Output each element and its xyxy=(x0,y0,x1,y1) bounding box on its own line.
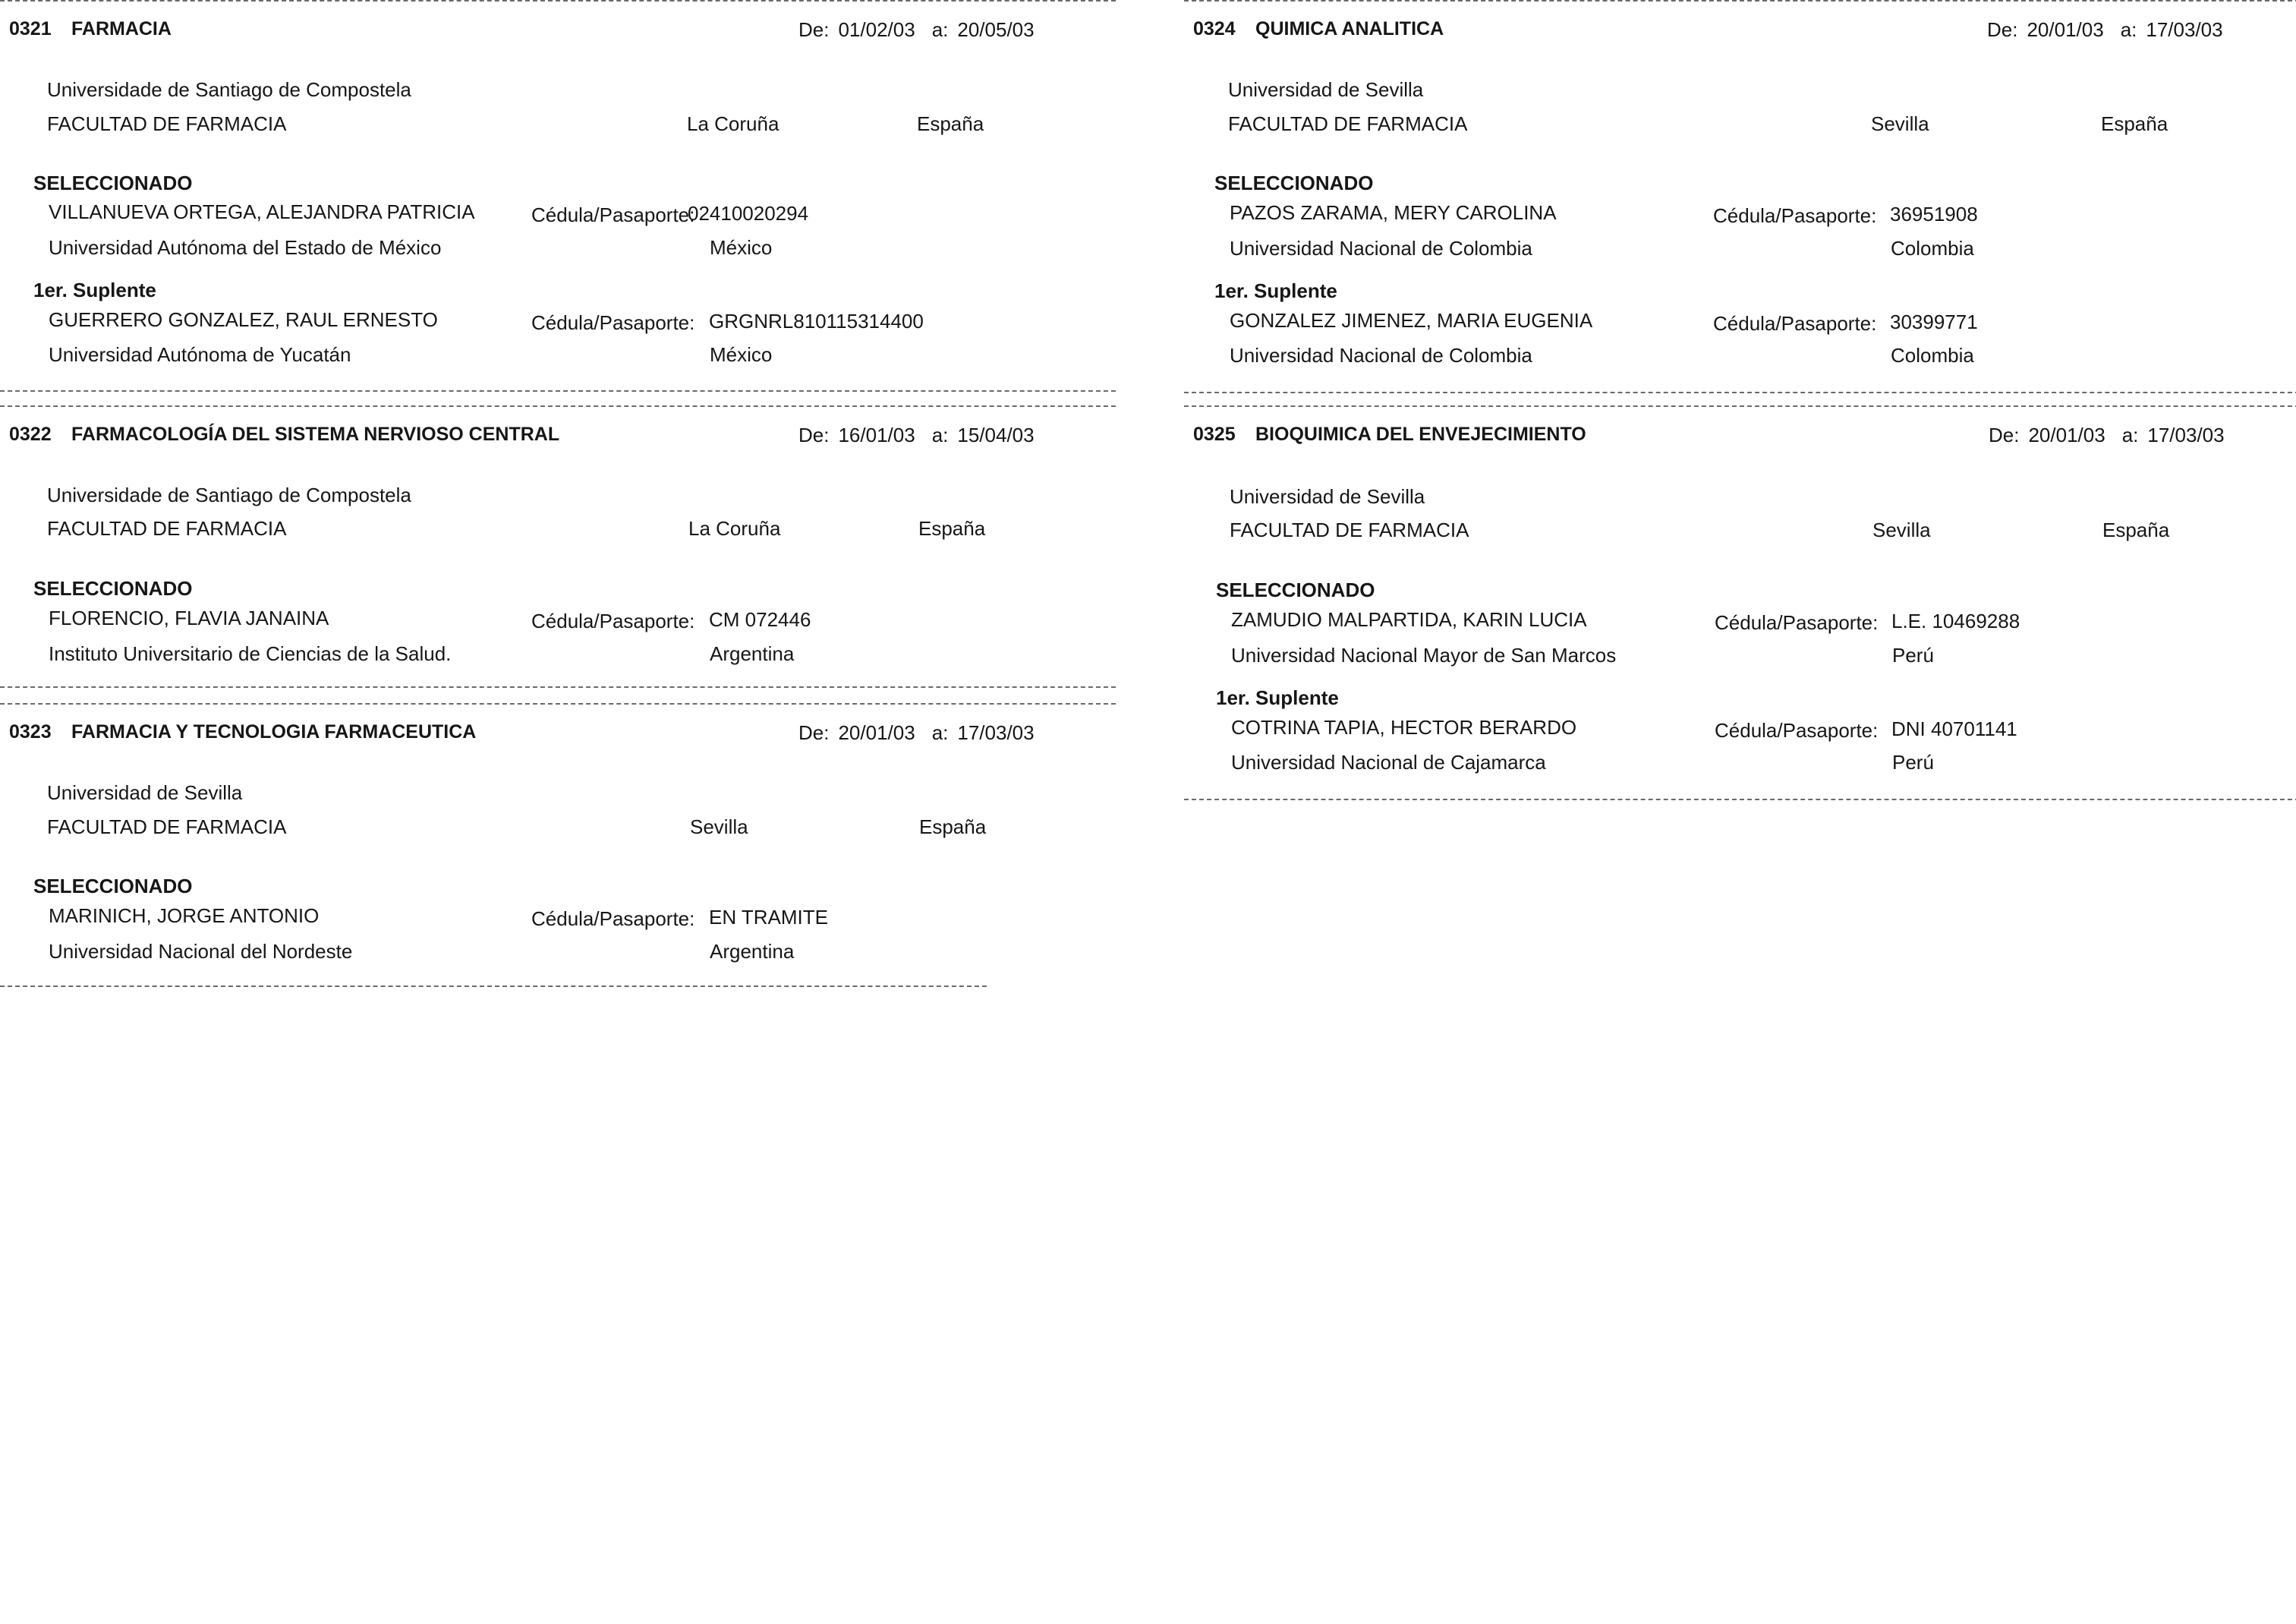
course-code: 0323 xyxy=(9,721,52,743)
course-block-0324 xyxy=(1184,0,2296,395)
separator-rule xyxy=(0,985,987,987)
course-code: 0321 xyxy=(9,18,52,39)
course-dates xyxy=(798,18,1035,42)
course-dates xyxy=(798,424,1035,447)
host-city: La Coruña xyxy=(688,517,781,540)
host-country: España xyxy=(918,517,986,540)
to-label: a: xyxy=(931,721,949,744)
course-title: FARMACIA xyxy=(71,18,172,39)
course-title: FARMACOLOGÍA DEL SISTEMA NERVIOSO CENTRAL xyxy=(71,424,560,445)
course-block-0323 xyxy=(0,703,1123,992)
selected-heading: SELECCIONADO xyxy=(33,875,193,897)
passport-label: Cédula/Pasaporte: xyxy=(1715,611,1879,634)
separator-rule xyxy=(1184,0,2296,2)
from-label: De: xyxy=(1987,18,2018,41)
course-dates xyxy=(798,721,1035,745)
substitute-institution: Universidad Nacional de Colombia xyxy=(1230,344,1532,367)
selected-name: PAZOS ZARAMA, MERY CAROLINA xyxy=(1230,201,1557,224)
substitute-name: GONZALEZ JIMENEZ, MARIA EUGENIA xyxy=(1230,309,1593,332)
selected-name: VILLANUEVA ORTEGA, ALEJANDRA PATRICIA xyxy=(49,200,475,223)
substitute-heading: 1er. Suplente xyxy=(1216,686,1339,709)
from-label: De: xyxy=(798,424,830,446)
separator-rule xyxy=(0,686,1116,688)
to-label: a: xyxy=(2120,18,2137,41)
course-dates xyxy=(1989,424,2225,447)
from-date: 20/01/03 xyxy=(2028,424,2105,446)
separator-rule xyxy=(1184,799,2296,800)
selected-country: Argentina xyxy=(710,642,795,665)
substitute-country: México xyxy=(710,343,773,366)
course-dates xyxy=(1987,18,2223,42)
selected-institution: Universidad Nacional de Colombia xyxy=(1230,237,1532,260)
course-code: 0324 xyxy=(1193,18,1236,39)
selected-country: Perú xyxy=(1892,644,1934,667)
from-date: 16/01/03 xyxy=(838,424,915,446)
course-code: 0322 xyxy=(9,424,52,445)
passport-label: Cédula/Pasaporte: xyxy=(1713,204,1877,227)
host-country: España xyxy=(919,815,987,838)
selected-id: CM 072446 xyxy=(709,608,811,631)
course-block-0322 xyxy=(0,405,1123,694)
selected-heading: SELECCIONADO xyxy=(33,172,193,194)
host-faculty: FACULTAD DE FARMACIA xyxy=(1228,112,1468,135)
selected-country: Argentina xyxy=(710,940,795,963)
to-date: 17/03/03 xyxy=(957,721,1035,744)
separator-rule xyxy=(1184,405,2296,407)
host-faculty: FACULTAD DE FARMACIA xyxy=(47,517,287,540)
substitute-id: 30399771 xyxy=(1890,311,1978,333)
selected-institution: Instituto Universitario de Ciencias de la Salud. xyxy=(49,642,452,665)
course-title: QUIMICA ANALITICA xyxy=(1255,18,1444,39)
passport-label: Cédula/Pasaporte: xyxy=(531,907,695,930)
selected-id: EN TRAMITE xyxy=(709,906,828,929)
selected-institution: Universidad Nacional del Nordeste xyxy=(49,940,353,963)
selected-country: Colombia xyxy=(1891,237,1974,260)
course-code: 0325 xyxy=(1193,424,1236,445)
selected-heading: SELECCIONADO xyxy=(1214,172,1374,194)
host-country: España xyxy=(2102,519,2170,541)
substitute-name: COTRINA TAPIA, HECTOR BERARDO xyxy=(1231,716,1577,739)
to-label: a: xyxy=(2121,424,2139,446)
to-date: 17/03/03 xyxy=(2147,424,2225,446)
selected-name: FLORENCIO, FLAVIA JANAINA xyxy=(49,607,329,629)
selected-country: México xyxy=(710,236,773,259)
selected-institution: Universidad Nacional Mayor de San Marcos xyxy=(1231,644,1617,667)
substitute-country: Colombia xyxy=(1891,344,1974,367)
to-date: 15/04/03 xyxy=(957,424,1035,446)
separator-rule xyxy=(0,405,1116,407)
substitute-institution: Universidad Autónoma de Yucatán xyxy=(49,343,351,366)
from-label: De: xyxy=(798,18,830,41)
substitute-heading: 1er. Suplente xyxy=(1214,279,1337,302)
host-faculty: FACULTAD DE FARMACIA xyxy=(47,112,287,135)
host-university: Universidad de Sevilla xyxy=(1228,78,1424,101)
host-city: Sevilla xyxy=(1872,519,1931,541)
course-block-0325 xyxy=(1184,405,2296,800)
to-label: a: xyxy=(931,424,949,446)
selected-heading: SELECCIONADO xyxy=(33,577,193,600)
host-city: Sevilla xyxy=(690,815,748,838)
substitute-heading: 1er. Suplente xyxy=(33,279,156,301)
selected-id: L.E. 10469288 xyxy=(1891,610,2020,632)
from-label: De: xyxy=(1989,424,2020,446)
passport-label: Cédula/Pasaporte: xyxy=(531,203,695,226)
course-block-0321 xyxy=(0,0,1123,395)
passport-label: Cédula/Pasaporte: xyxy=(531,610,695,632)
course-title: BIOQUIMICA DEL ENVEJECIMIENTO xyxy=(1255,424,1586,445)
substitute-id: DNI 40701141 xyxy=(1891,717,2017,740)
to-date: 17/03/03 xyxy=(2146,18,2223,41)
host-city: Sevilla xyxy=(1871,112,1929,135)
host-university: Universidad de Sevilla xyxy=(1230,485,1425,508)
selected-name: MARINICH, JORGE ANTONIO xyxy=(49,904,320,927)
selected-institution: Universidad Autónoma del Estado de México xyxy=(49,236,442,259)
substitute-id: GRGNRL810115314400 xyxy=(709,310,924,333)
host-country: España xyxy=(2101,112,2168,135)
host-faculty: FACULTAD DE FARMACIA xyxy=(47,815,287,838)
passport-label: Cédula/Pasaporte: xyxy=(531,311,695,334)
host-city: La Coruña xyxy=(687,112,780,135)
separator-rule xyxy=(0,390,1116,392)
selected-id: 02410020294 xyxy=(688,202,809,225)
selected-id: 36951908 xyxy=(1890,203,1978,225)
host-university: Universidade de Santiago de Compostela xyxy=(47,78,411,101)
passport-label: Cédula/Pasaporte: xyxy=(1713,312,1877,335)
host-university: Universidad de Sevilla xyxy=(47,781,243,804)
from-label: De: xyxy=(798,721,830,744)
course-title: FARMACIA Y TECNOLOGIA FARMACEUTICA xyxy=(71,721,477,743)
to-date: 20/05/03 xyxy=(957,18,1035,41)
separator-rule xyxy=(0,0,1116,2)
separator-rule xyxy=(1184,392,2296,393)
separator-rule xyxy=(0,703,1116,705)
substitute-name: GUERRERO GONZALEZ, RAUL ERNESTO xyxy=(49,308,438,331)
substitute-country: Perú xyxy=(1892,751,1934,774)
substitute-institution: Universidad Nacional de Cajamarca xyxy=(1231,751,1546,774)
host-faculty: FACULTAD DE FARMACIA xyxy=(1230,519,1469,541)
host-country: España xyxy=(917,112,984,135)
from-date: 01/02/03 xyxy=(838,18,915,41)
selected-name: ZAMUDIO MALPARTIDA, KARIN LUCIA xyxy=(1231,608,1587,631)
from-date: 20/01/03 xyxy=(2027,18,2104,41)
from-date: 20/01/03 xyxy=(838,721,915,744)
to-label: a: xyxy=(931,18,949,41)
selected-heading: SELECCIONADO xyxy=(1216,579,1375,601)
host-university: Universidade de Santiago de Compostela xyxy=(47,484,411,506)
passport-label: Cédula/Pasaporte: xyxy=(1715,719,1879,742)
